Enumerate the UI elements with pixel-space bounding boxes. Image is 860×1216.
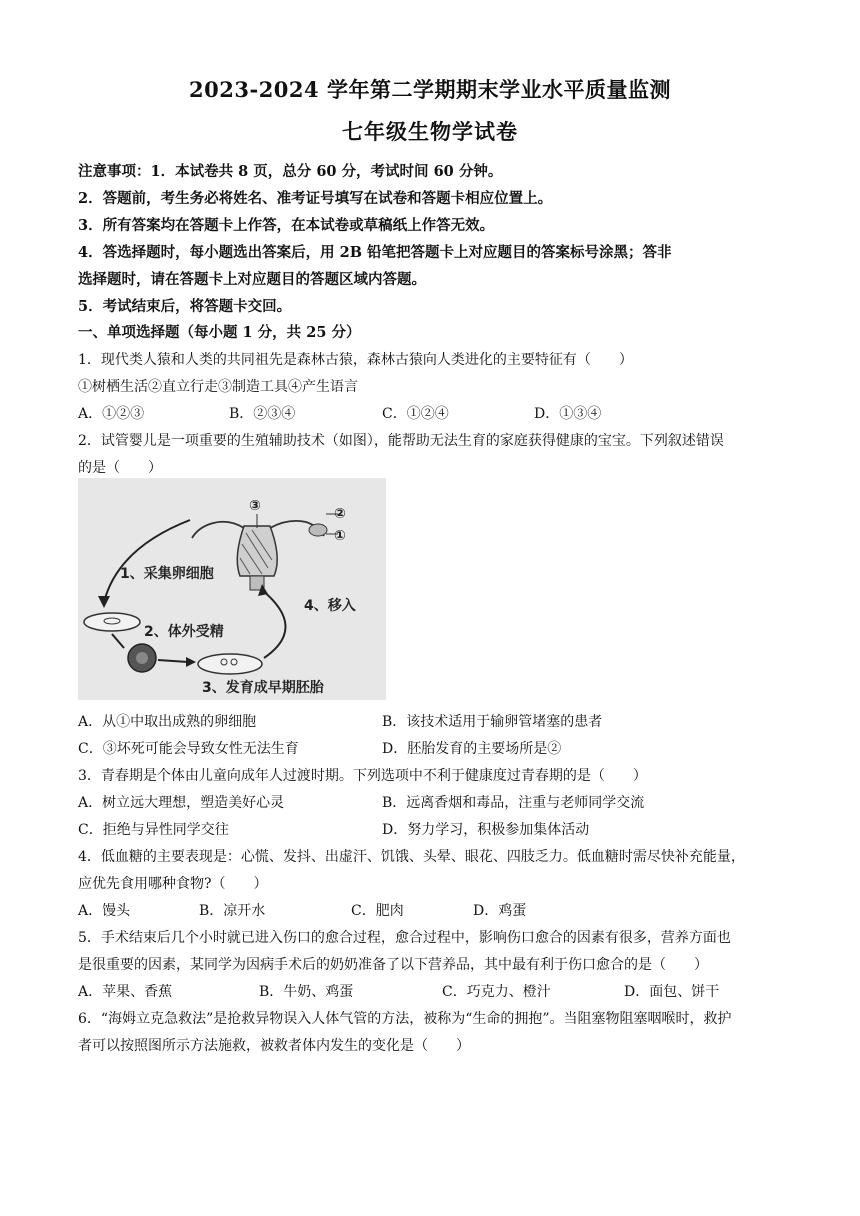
marker-3: ③: [249, 498, 261, 514]
q4-stem-cont: 应优先食用哪种食物?（ ）: [78, 876, 268, 892]
q5-option-b: B．牛奶、鸡蛋: [259, 984, 354, 1000]
section-heading: 一、单项选择题（每小题 1 分，共 25 分）: [78, 324, 361, 341]
q2-option-b: B．该技术适用于输卵管堵塞的患者: [382, 714, 603, 730]
exam-subtitle: 七年级生物学试卷: [342, 119, 518, 144]
q5-option-d: D．面包、饼干: [624, 984, 720, 1000]
arrow-collect: [104, 520, 190, 602]
q1-sub: ①树栖生活②直立行走③制造工具④产生语言: [78, 379, 358, 395]
ovary-right: [309, 524, 327, 536]
q3-option-c: C．拒绝与异性同学交往: [78, 822, 229, 838]
q5-option-a: A．苹果、香蕉: [78, 984, 173, 1000]
fallopian-tube-left: [192, 522, 244, 538]
q2-stem-cont: 的是（ ）: [78, 460, 162, 476]
q1-stem: 1．现代类人猿和人类的共同祖先是森林古猿，森林古猿向人类进化的主要特征有（ ）: [78, 352, 633, 368]
q5-stem-cont: 是很重要的因素，某同学为因病手术后的奶奶准备了以下营养品，其中最有利于伤口愈合的是（ ）: [78, 957, 708, 973]
marker-1: ①: [334, 528, 346, 544]
fertilized-egg-core: [136, 652, 148, 664]
q3-option-a: A．树立远大理想，塑造美好心灵: [78, 795, 285, 811]
petri-dish-1: [84, 613, 140, 631]
q2-option-a: A．从①中取出成熟的卵细胞: [78, 714, 257, 730]
exam-title: 2023-2024 学年第二学期期末学业水平质量监测: [189, 77, 671, 102]
note-2: 2．答题前，考生务必将姓名、准考证号填写在试卷和答题卡相应位置上。: [78, 190, 553, 207]
q4-option-b: B．凉开水: [199, 903, 266, 919]
arrow-collect-head: [98, 596, 110, 608]
q4-option-c: C．肥肉: [351, 903, 404, 919]
arrow-develop-head: [186, 657, 196, 667]
step4-label: 4、移入: [304, 598, 356, 614]
arrow-develop: [158, 660, 188, 662]
q2-option-d: D．胚胎发育的主要场所是②: [382, 741, 562, 757]
q4-option-a: A．馒头: [78, 903, 131, 919]
q1-option-b: B．②③④: [229, 406, 296, 422]
note-3: 3．所有答案均在答题卡上作答，在本试卷或草稿纸上作答无效。: [78, 217, 495, 234]
step2-label: 2、体外受精: [144, 624, 224, 640]
note-1: 注意事项：1．本试卷共 8 页，总分 60 分，考试时间 60 分钟。: [78, 163, 503, 180]
q6-stem: 6．“海姆立克急救法”是抢救异物误入人体气管的方法，被称为“生命的拥抱”。当阻塞物阻塞咽喉时，救护: [78, 1011, 732, 1027]
ivf-diagram: [78, 478, 386, 700]
ivf-diagram-svg: [78, 478, 386, 700]
q5-option-c: C．巧克力、橙汁: [442, 984, 551, 1000]
q1-option-d: D．①③④: [534, 406, 602, 422]
note-5: 5．考试结束后，将答题卡交回。: [78, 298, 292, 315]
step1-label: 1、采集卵细胞: [120, 566, 214, 582]
q3-stem: 3．青春期是个体由儿童向成年人过渡时期。下列选项中不利于健康度过青春期的是（ ）: [78, 768, 647, 784]
q2-option-c: C．③坏死可能会导致女性无法生育: [78, 741, 299, 757]
arrow-fertilize: [112, 634, 124, 648]
note-4: 4．答选择题时，每小题选出答案后，用 2B 铅笔把答题卡上对应题目的答案标号涂黑；答非: [78, 244, 672, 261]
arrow-transfer: [262, 590, 286, 658]
q3-option-b: B．远离香烟和毒品，注重与老师同学交流: [382, 795, 645, 811]
note-4-cont: 选择题时，请在答题卡上对应题目的答题区域内答题。: [78, 271, 426, 288]
q1-option-a: A．①②③: [78, 406, 145, 422]
q4-stem: 4．低血糖的主要表现是：心慌、发抖、出虚汗、饥饿、头晕、眼花、四肢乏力。低血糖时需尽快补充能量，: [78, 849, 745, 865]
petri-dish-2: [198, 654, 262, 674]
q5-stem: 5．手术结束后几个小时就已进入伤口的愈合过程，愈合过程中，影响伤口愈合的因素有很多，营养方面也: [78, 930, 731, 946]
q2-stem: 2．试管婴儿是一项重要的生殖辅助技术（如图），能帮助无法生育的家庭获得健康的宝宝。下列叙述错误: [78, 433, 724, 449]
q3-option-d: D．努力学习，积极参加集体活动: [382, 822, 590, 838]
q4-option-d: D．鸡蛋: [473, 903, 527, 919]
q1-option-c: C．①②④: [382, 406, 449, 422]
step3-label: 3、发育成早期胚胎: [202, 680, 324, 696]
marker-2: ②: [334, 506, 346, 522]
q6-stem-cont: 者可以按照图所示方法施救，被救者体内发生的变化是（ ）: [78, 1038, 470, 1054]
